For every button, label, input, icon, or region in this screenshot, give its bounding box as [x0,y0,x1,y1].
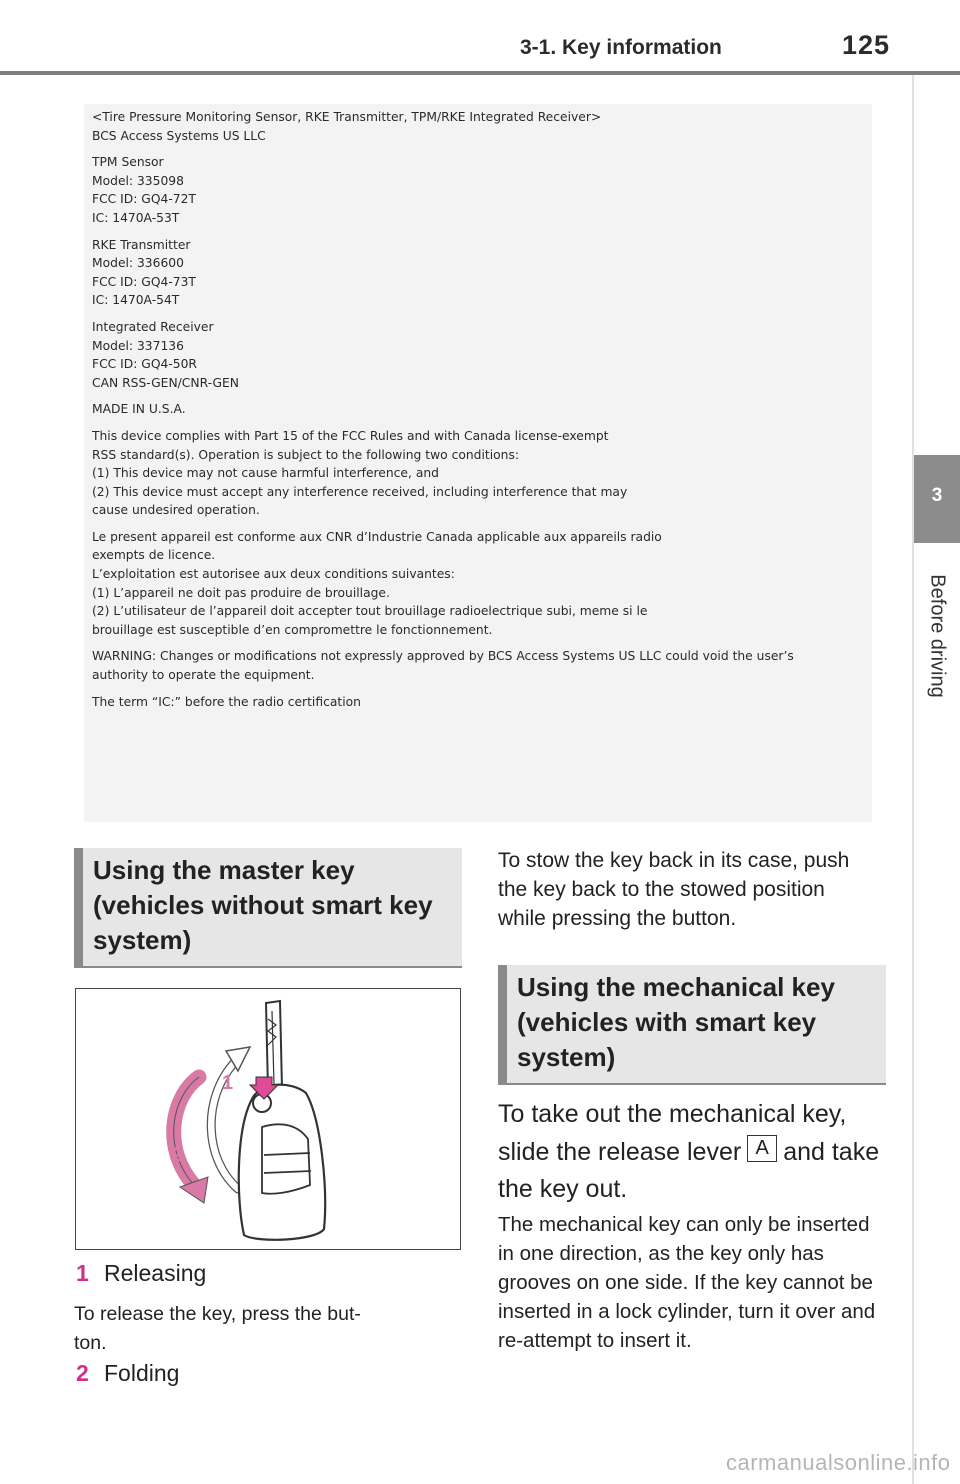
legend-label-folding: Folding [104,1360,180,1386]
legend-number-1: 1 [76,1260,89,1286]
legend-label-releasing: Releasing [104,1260,207,1286]
cert-line: Model: 336600 [92,256,184,271]
cert-line: IC: 1470A-53T [92,210,180,225]
cert-gap [92,145,872,153]
cert-line: BCS Access Systems US LLC [92,128,266,143]
cert-line: (2) This device must accept any interference received, including interference that may [92,484,628,499]
cert-line: (2) L’utilisateur de l’appareil doit accepter tout brouillage radioelectrique subi, meme si le [92,604,648,619]
cert-line: Model: 337136 [92,338,184,353]
legend-number-2: 2 [76,1360,89,1386]
releasing-description: To release the key, press the but- ton. [74,1303,361,1354]
cert-line: WARNING: Changes or modifications not expressly approved by BCS Access Systems US LLC could void the user’s [92,649,794,664]
fold-arrow-icon [174,1077,199,1185]
cert-line: Model: 335098 [92,173,184,188]
cert-gap [92,520,872,528]
cert-gap [92,639,872,647]
cert-line: FCC ID: GQ4-72T [92,192,196,207]
cert-line: RSS standard(s). Operation is subject to the following two conditions: [92,447,519,462]
chapter-number: 3 [931,485,943,506]
side-divider [912,75,914,1484]
cert-line: authority to operate the equipment. [92,668,315,683]
cert-line: exempts de licence. [92,548,216,563]
cert-line: L’exploitation est autorisee aux deux conditions suivantes: [92,567,455,582]
cert-line: (1) This device may not cause harmful interference, and [92,466,439,481]
cert-gap [92,228,872,236]
cert-line: MADE IN U.S.A. [92,402,186,417]
chapter-label: Before driving [926,574,949,698]
key-diagram-svg [76,989,462,1251]
fob-button-panel [262,1124,310,1193]
cert-line: CAN RSS-GEN/CNR-GEN [92,375,240,390]
cert-line: Le present appareil est conforme aux CNR d’Industrie Canada applicable aux appareils radio [92,529,662,544]
cert-line: FCC ID: GQ4-73T [92,274,196,289]
callout-1: 1 [222,1072,234,1094]
cert-line: RKE Transmitter [92,237,191,252]
cert-gap [92,419,872,427]
cert-gap [92,310,872,318]
cert-line: IC: 1470A-54T [92,293,180,308]
page-number: 125 [842,30,891,60]
callout-2: 2 [172,1144,184,1166]
cert-gap [92,685,872,693]
cert-line: (1) L’appareil ne doit pas produire de brouillage. [92,585,390,600]
cert-line: <Tire Pressure Monitoring Sensor, RKE Transmitter, TPM/RKE Integrated Receiver> [92,110,602,124]
heading-mechanical-key: Using the mechanical key (vehicles with smart key system) [498,965,886,1085]
cert-line: Integrated Receiver [92,319,214,334]
cert-line: cause undesired operation. [92,503,260,518]
certification-label-panel [84,104,872,822]
heading-master-key: Using the master key (vehicles without smart key system) [74,848,462,968]
key-illustration [75,988,461,1250]
cert-line: The term “IC:” before the radio certification [92,694,361,709]
legend-item-folding [74,1360,179,1387]
mechanical-key-note: The mechanical key can only be inserted in one direction, as the key only has grooves on one side. If the key cannot be inserted in a lock cylinder, turn it over and re-attempt to insert it. [498,1213,876,1352]
cert-line: This device complies with Part 15 of the FCC Rules and with Canada license-exempt [92,428,609,443]
stow-instructions: To stow the key back in its case, push the key back to the stowed position while pressing the button. [498,849,850,930]
header-divider [0,71,960,75]
site-watermark: carmanualsonline.info [726,1450,951,1475]
section-title: 3-1. Key information [520,36,722,59]
legend-item-releasing [74,1260,206,1287]
instruction-part-2: and take the key out. [498,1137,880,1203]
chapter-tab[interactable] [914,455,960,543]
callout-badge-a: A [747,1135,777,1162]
cert-line: brouillage est susceptible d’en compromettre le fonctionnement. [92,622,493,637]
mechanical-key-instructions [498,1096,898,1209]
cert-gap [92,392,872,400]
instruction-part-1: To take out the mechanical key, slide the release lever [498,1100,847,1166]
cert-line: FCC ID: GQ4-50R [92,357,197,372]
cert-line: TPM Sensor [92,155,164,170]
